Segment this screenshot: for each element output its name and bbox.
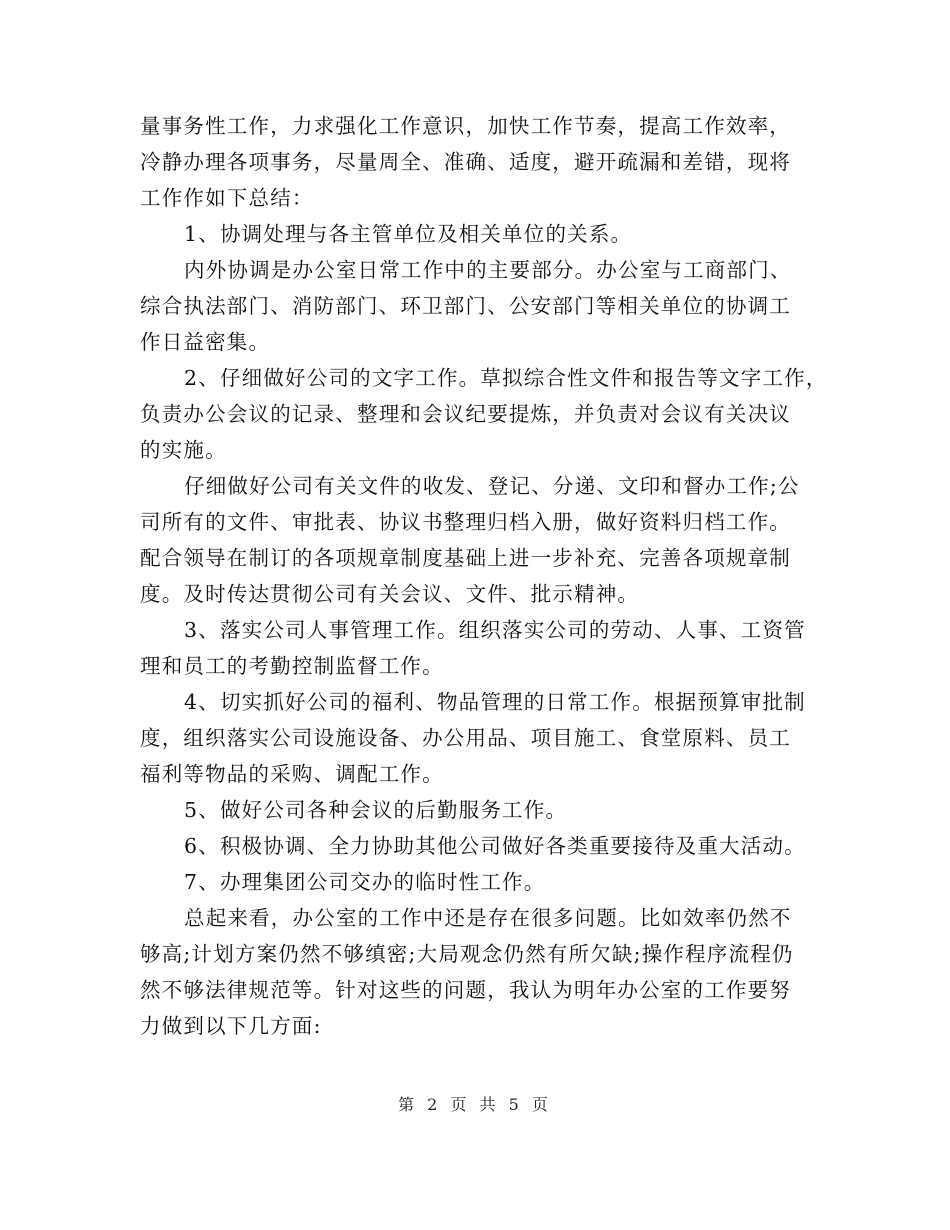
text-line: 2、仔细做好公司的文字工作。草拟综合性文件和报告等文字工作， bbox=[184, 366, 828, 390]
paragraph bbox=[140, 864, 820, 900]
text-line: 冷静办理各项事务，尽量周全、准确、适度，避开疏漏和差错，现将 bbox=[140, 150, 791, 174]
text-line: 然不够法律规范等。针对这些的问题，我认为明年办公室的工作要努 bbox=[140, 978, 791, 1002]
page-footer: 第 2 页 共 5 页 bbox=[398, 1095, 552, 1114]
paragraph bbox=[140, 108, 820, 216]
text-line: 6、积极协调、全力协助其他公司做好各类重要接待及重大活动。 bbox=[184, 834, 806, 858]
text-line: 7、办理集团公司交办的临时性工作。 bbox=[184, 870, 546, 894]
text-line: 工作作如下总结： bbox=[140, 186, 314, 210]
document-body bbox=[140, 108, 828, 1044]
text-line: 司所有的文件、审批表、协议书整理归档入册，做好资料归档工作。 bbox=[140, 510, 791, 534]
paragraph bbox=[140, 468, 820, 612]
paragraph bbox=[140, 612, 820, 684]
text-line: 5、做好公司各种会议的后勤服务工作。 bbox=[184, 798, 568, 822]
text-line: 负责办公会议的记录、整理和会议纪要提炼，并负责对会议有关决议 bbox=[140, 402, 791, 426]
text-line: 作日益密集。 bbox=[140, 330, 271, 354]
text-line: 1、协调处理与各主管单位及相关单位的关系。 bbox=[184, 222, 633, 246]
text-line: 量事务性工作，力求强化工作意识，加快工作节奏，提高工作效率， bbox=[140, 114, 791, 138]
text-line: 力做到以下几方面: bbox=[140, 1014, 322, 1038]
paragraph bbox=[140, 900, 820, 1044]
text-line: 仔细做好公司有关文件的收发、登记、分递、文印和督办工作;公 bbox=[184, 474, 800, 498]
text-line: 总起来看，办公室的工作中还是存在很多问题。比如效率仍然不 bbox=[184, 906, 792, 930]
text-line: 够高;计划方案仍然不够缜密;大局观念仍然有所欠缺;操作程序流程仍 bbox=[140, 942, 794, 966]
text-line: 福利等物品的采购、调配工作。 bbox=[140, 762, 444, 786]
paragraph bbox=[140, 792, 820, 828]
text-line: 综合执法部门、消防部门、环卫部门、公安部门等相关单位的协调工 bbox=[140, 294, 791, 318]
paragraph bbox=[140, 216, 820, 252]
text-line: 度。及时传达贯彻公司有关会议、文件、批示精神。 bbox=[140, 582, 640, 606]
text-line: 内外协调是办公室日常工作中的主要部分。办公室与工商部门、 bbox=[184, 258, 792, 282]
paragraph bbox=[140, 360, 828, 468]
text-line: 度，组织落实公司设施设备、办公用品、项目施工、食堂原料、员工 bbox=[140, 726, 791, 750]
text-line: 配合领导在制订的各项规章制度基础上进一步补充、完善各项规章制 bbox=[140, 546, 791, 570]
paragraph bbox=[140, 252, 820, 360]
text-line: 3、落实公司人事管理工作。组织落实公司的劳动、人事、工资管 bbox=[184, 618, 806, 642]
text-line: 的实施。 bbox=[140, 438, 227, 462]
paragraph bbox=[140, 684, 820, 792]
paragraph bbox=[140, 828, 820, 864]
text-line: 4、切实抓好公司的福利、物品管理的日常工作。根据预算审批制 bbox=[184, 690, 806, 714]
text-line: 理和员工的考勤控制监督工作。 bbox=[140, 654, 444, 678]
